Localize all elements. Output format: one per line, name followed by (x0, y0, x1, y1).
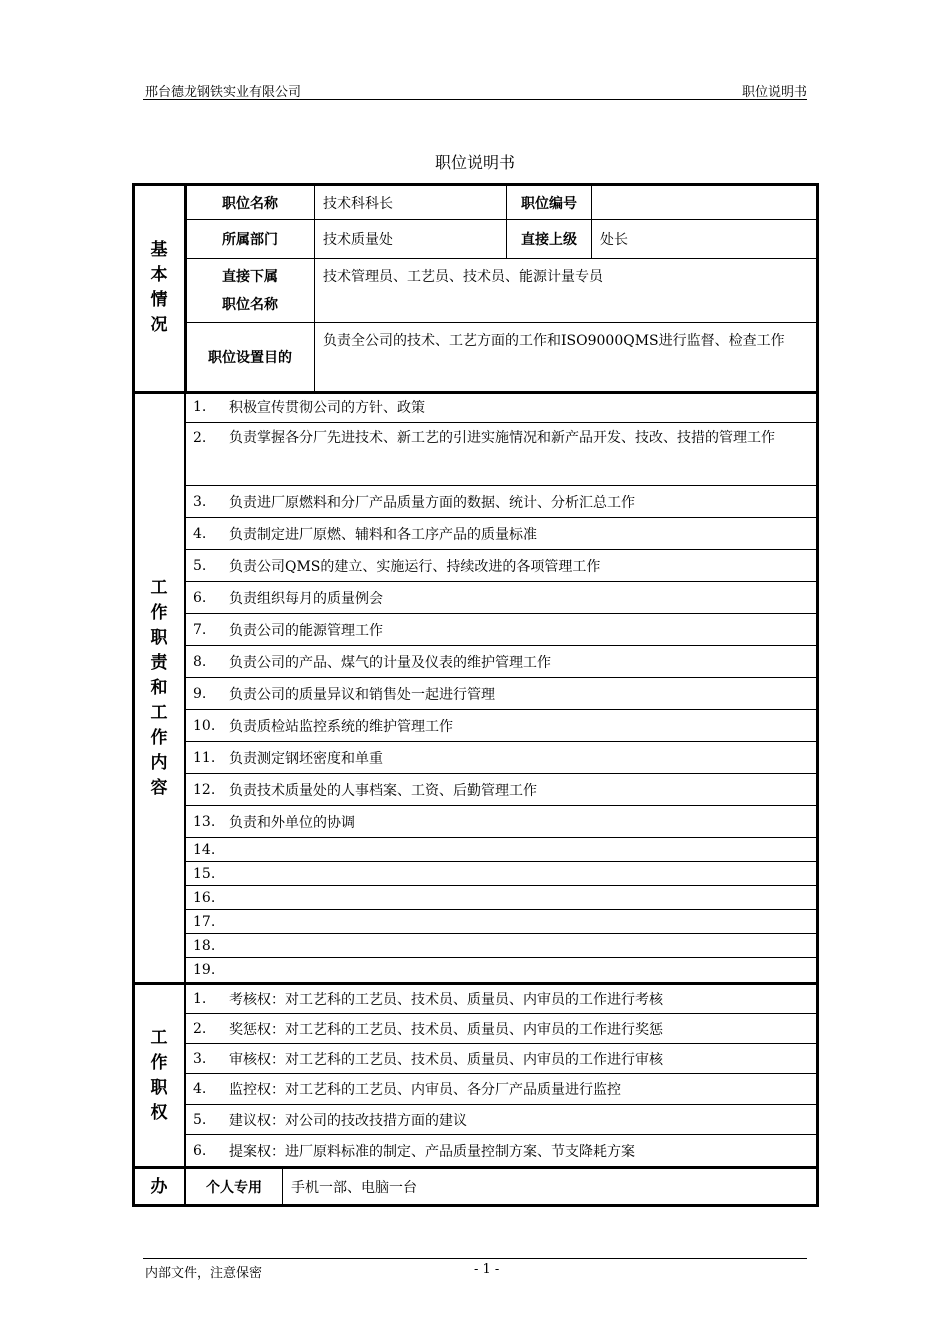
personal-use-value: 手机一部、电脑一台 (291, 1180, 417, 1196)
list-item: 17. (193, 913, 216, 930)
list-item: 12. 负责技术质量处的人事档案、工资、后勤管理工作 (193, 781, 537, 799)
list-item: 6. 负责组织每月的质量例会 (193, 589, 383, 607)
position-name-label: 职位名称 (222, 195, 278, 212)
position-no-value (600, 186, 810, 219)
superior-value: 处长 (600, 232, 628, 248)
confidential-note: 内部文件，注意保密 (145, 1266, 263, 1281)
dept-label: 所属部门 (222, 232, 278, 248)
col-divider (591, 185, 592, 259)
list-item: 11. 负责测定钢坯密度和单重 (193, 749, 383, 767)
col-divider (282, 1168, 283, 1205)
list-item: 16. (193, 889, 216, 906)
list-item: 1. 考核权：对工艺科的工艺员、技术员、质量员、内审员的工作进行考核 (193, 990, 663, 1008)
header-rule (143, 99, 807, 100)
list-item: 9. 负责公司的质量异议和销售处一起进行管理 (193, 685, 495, 703)
subordinates-value: 技术管理员、工艺员、技术员、能源计量专员 (323, 269, 603, 285)
list-item: 6. 提案权：进厂原料标准的制定、产品质量控制方案、节支降耗方案 (193, 1142, 635, 1160)
subordinate-label: 直接下属 职位名称 (222, 269, 278, 313)
superior-label: 直接上级 (521, 232, 577, 248)
list-item: 19. (193, 961, 216, 978)
footer-rule (143, 1258, 807, 1259)
position-no-label: 职位编号 (521, 195, 577, 212)
list-item: 18. (193, 937, 216, 954)
list-item: 7. 负责公司的能源管理工作 (193, 621, 383, 639)
list-item: 3. 负责进厂原燃料和分厂产品质量方面的数据、统计、分析汇总工作 (193, 493, 635, 511)
row-divider (184, 885, 817, 886)
section-label-authority: 工 作 职 权 (150, 1027, 168, 1123)
position-name-value: 技术科科长 (323, 195, 393, 212)
row-divider (184, 861, 817, 862)
list-item: 1. 积极宣传贯彻公司的方针、政策 (193, 399, 425, 416)
list-item: 5. 负责公司QMS的建立、实施运行、持续改进的各项管理工作 (193, 557, 601, 575)
row-divider (184, 837, 817, 838)
doc-type: 职位说明书 (741, 85, 807, 100)
section-label-basic: 基 本 情 况 (150, 240, 168, 335)
purpose-value: 负责全公司的技术、工艺方面的工作和ISO9000QMS进行监督、检查工作 (323, 333, 785, 349)
list-item: 10. 负责质检站监控系统的维护管理工作 (193, 717, 453, 735)
list-item: 14. (193, 841, 216, 858)
company-name: 邢台德龙钢铁实业有限公司 (145, 85, 302, 100)
personal-use-label: 个人专用 (206, 1180, 262, 1196)
list-item: 5. 建议权：对公司的技改技措方面的建议 (193, 1111, 467, 1129)
list-item: 15. (193, 865, 216, 882)
list-item: 4. 监控权：对工艺科的工艺员、内审员、各分厂产品质量进行监控 (193, 1081, 621, 1098)
dept-value: 技术质量处 (323, 232, 393, 248)
list-item: 4. 负责制定进厂原燃、辅料和各工序产品的质量标准 (193, 525, 537, 543)
list-item: 3. 审核权：对工艺科的工艺员、技术员、质量员、内审员的工作进行审核 (193, 1050, 663, 1068)
list-item: 2. 负责掌握各分厂先进技术、新工艺的引进实施情况和新产品开发、技改、技措的管理工作 (193, 430, 775, 446)
section-label-duties: 工 作 职 责 和 工 作 内 容 (150, 577, 168, 798)
row-divider (184, 957, 817, 958)
section-label-office: 办 (150, 1176, 168, 1197)
row-divider (184, 933, 817, 934)
list-item: 13. 负责和外单位的协调 (193, 813, 355, 831)
list-item: 2. 奖惩权：对工艺科的工艺员、技术员、质量员、内审员的工作进行奖惩 (193, 1020, 663, 1038)
col-divider (314, 185, 315, 391)
list-item: 8. 负责公司的产品、煤气的计量及仪表的维护管理工作 (193, 653, 551, 671)
page-number: - 1 - (474, 1262, 500, 1277)
page-title: 职位说明书 (434, 153, 515, 172)
purpose-label: 职位设置目的 (208, 350, 292, 366)
row-divider (184, 909, 817, 910)
row-divider (184, 258, 817, 259)
